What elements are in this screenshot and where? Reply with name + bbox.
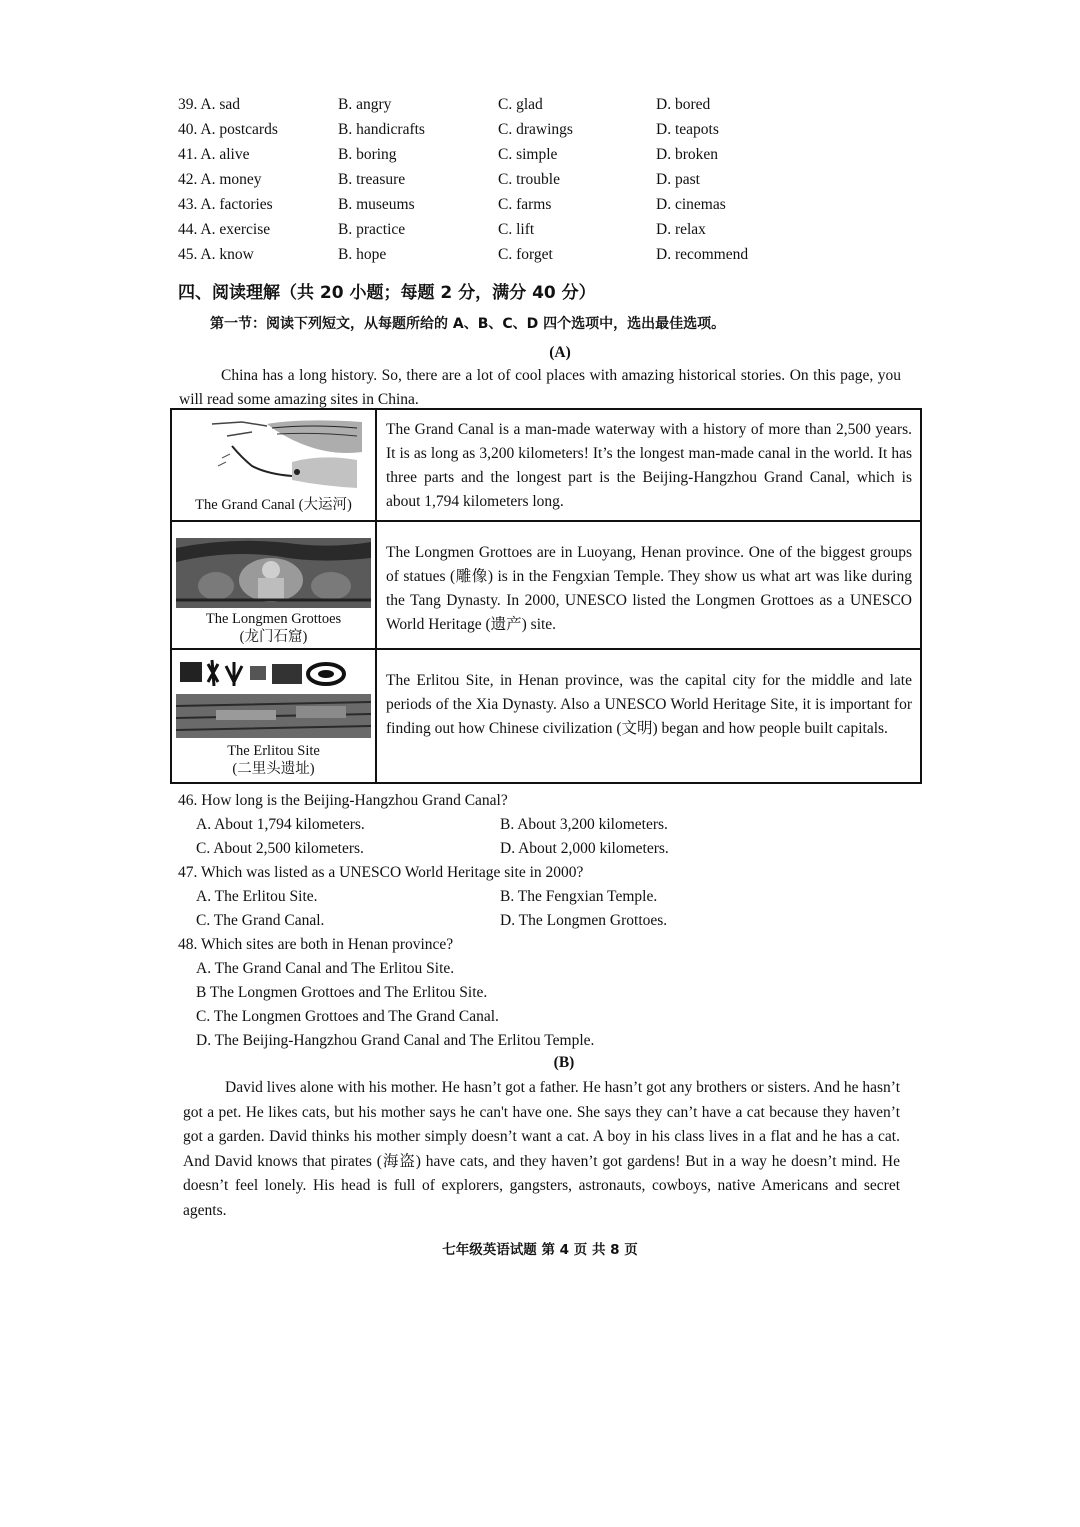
option-c: C. farms	[498, 196, 552, 213]
options-row-41	[178, 146, 938, 171]
options-row-45	[178, 246, 938, 271]
section-instruction: 第一节：阅读下列短文，从每题所给的 A、B、C、D 四个选项中，选出最佳选项。	[210, 316, 726, 332]
options-row-39	[178, 96, 938, 121]
erlitou-description: The Erlitou Site, in Henan province, was the capital city for the middle and late periods of the Xia Dynasty. Also a UNESCO World Heritage Site, it is important for finding out how Chinese civilization (文明) began and how people built capitals.	[376, 649, 921, 783]
option-d: D. past	[656, 171, 700, 188]
site-row-grand-canal	[171, 409, 921, 521]
question-48-option-b: B The Longmen Grottoes and The Erlitou Site.	[196, 984, 488, 1001]
longmen-grottoes-photo	[176, 538, 371, 608]
option-b: B. hope	[338, 246, 387, 263]
question-46-option-d: D. About 2,000 kilometers.	[500, 840, 669, 857]
option-d: D. recommend	[656, 246, 749, 263]
options-row-40	[178, 121, 938, 146]
question-48-option-c: C. The Longmen Grottoes and The Grand Canal.	[196, 1008, 499, 1025]
option-c: C. drawings	[498, 121, 573, 138]
question-47-stem: 47. Which was listed as a UNESCO World Heritage site in 2000?	[178, 864, 584, 881]
site-row-longmen	[171, 521, 921, 649]
option-c: C. lift	[498, 221, 535, 238]
option-a: 41. A. alive	[178, 146, 250, 163]
question-46-option-a: A. About 1,794 kilometers.	[196, 816, 365, 833]
option-d: D. cinemas	[656, 196, 726, 213]
option-d: D. bored	[656, 96, 711, 113]
option-c: C. simple	[498, 146, 558, 163]
option-b: B. museums	[338, 196, 415, 213]
option-a: 43. A. factories	[178, 196, 273, 213]
option-b: B. handicrafts	[338, 121, 425, 138]
question-48-option-d: D. The Beijing-Hangzhou Grand Canal and The Erlitou Temple.	[196, 1032, 595, 1049]
question-47-option-d: D. The Longmen Grottoes.	[500, 912, 668, 929]
option-d: D. teapots	[656, 121, 719, 138]
section-heading: 四、阅读理解（共 20 小题；每题 2 分，满分 40 分）	[178, 283, 596, 303]
question-48-stem: 48. Which sites are both in Henan province?	[178, 936, 454, 953]
longmen-caption-zh: (龙门石窟)	[239, 629, 308, 645]
erlitou-picture-cell	[171, 649, 376, 783]
erlitou-caption-zh: (二里头遗址)	[232, 761, 315, 777]
option-c: C. trouble	[498, 171, 560, 188]
longmen-caption-en: The Longmen Grottoes	[205, 611, 342, 627]
passage-b-text: David lives alone with his mother. He hasn’t got a father. He hasn’t got any brothers or sisters. And he hasn’t got a pet. He likes cats, but his mother says he can't have one. She says they can’t have a cat because they haven’t got a garden. David thinks his mother simply doesn’t want a cat. A boy in his class lives in a flat and he has a cat. And David knows that pirates (海盗) have cats, and they haven’t got gardens! But in a way he doesn’t mind. He doesn’t feel lonely. His head is full of explorers, gangsters, astronauts, cowboys, native Americans and secret agents.	[183, 1079, 900, 1219]
option-a: 39. A. sad	[178, 96, 240, 113]
options-row-44	[178, 221, 938, 246]
option-d: D. broken	[656, 146, 718, 163]
grand-canal-picture-cell	[171, 409, 376, 521]
passage-a-intro: China has a long history. So, there are a lot of cool places with amazing historical stories. On this page, you will read some amazing sites in China.	[179, 367, 901, 408]
longmen-description: The Longmen Grottoes are in Luoyang, Henan province. One of the biggest groups of statues (雕像) is in the Fengxian Temple. They show us what art was like during the Tang Dynasty. In 2000, UNESCO listed the Longmen Grottoes as a UNESCO World Heritage (遗产) site.	[376, 521, 921, 649]
question-47-option-c: C. The Grand Canal.	[196, 912, 325, 929]
grand-canal-description: The Grand Canal is a man-made waterway with a history of more than 2,500 years. It is as long as 3,200 kilometers! It’s the longest man-made canal in the world. It has three parts and the longest part is the Beijing-Hangzhou Grand Canal, which is about 1,794 kilometers long.	[376, 409, 921, 521]
question-46-stem: 46. How long is the Beijing-Hangzhou Grand Canal?	[178, 792, 508, 809]
option-a: 40. A. postcards	[178, 121, 278, 138]
option-a: 45. A. know	[178, 246, 254, 263]
option-a: 42. A. money	[178, 171, 262, 188]
passage-a-label: (A)	[549, 344, 571, 361]
options-row-43	[178, 196, 938, 221]
option-a: 44. A. exercise	[178, 221, 271, 238]
option-b: B. treasure	[338, 171, 406, 188]
erlitou-relics-photo	[176, 654, 371, 740]
question-47-option-b: B. The Fengxian Temple.	[500, 888, 658, 905]
question-46-option-b: B. About 3,200 kilometers.	[500, 816, 668, 833]
longmen-picture-cell	[171, 521, 376, 649]
erlitou-caption-en: The Erlitou Site	[227, 743, 320, 759]
option-b: B. angry	[338, 96, 392, 113]
option-b: B. practice	[338, 221, 406, 238]
option-b: B. boring	[338, 146, 397, 163]
site-row-erlitou	[171, 649, 921, 783]
sites-table	[170, 408, 922, 784]
passage-b-label: (B)	[553, 1054, 575, 1071]
option-c: C. forget	[498, 246, 553, 263]
page-footer: 七年级英语试题 第 4 页 共 8 页	[442, 1242, 638, 1258]
question-47-option-a: A. The Erlitou Site.	[196, 888, 318, 905]
option-d: D. relax	[656, 221, 706, 238]
question-48-option-a: A. The Grand Canal and The Erlitou Site.	[196, 960, 455, 977]
question-46-option-c: C. About 2,500 kilometers.	[196, 840, 364, 857]
option-c: C. glad	[498, 96, 543, 113]
options-row-42	[178, 171, 938, 196]
grand-canal-caption: The Grand Canal (大运河)	[195, 497, 352, 513]
grand-canal-map-image	[172, 414, 375, 494]
